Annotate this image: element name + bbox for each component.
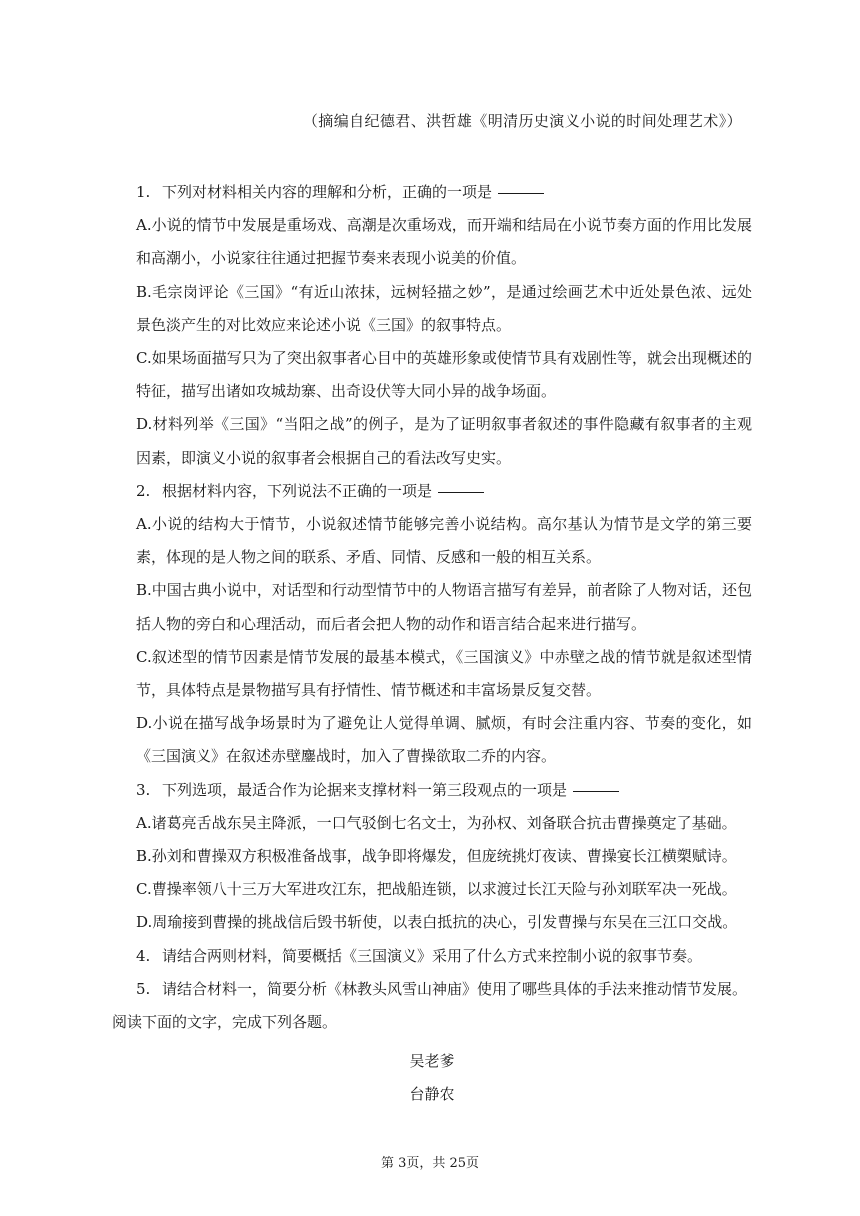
question-5-stem <box>112 973 752 1006</box>
answer-blank <box>573 790 619 792</box>
question-2-option-a: A.小说的结构大于情节，小说叙述情节能够完善小说结构。高尔基认为情节是文学的第三要素，体现的是人物之间的联系、矛盾、同情、反感和一般的相互关系。 <box>136 515 752 567</box>
answer-blank <box>498 192 544 194</box>
question-4-text: 请结合两则材料，简要概括《三国演义》采用了什么方式来控制小说的叙事节奏。 <box>162 946 703 965</box>
question-2-text: 根据材料内容，下列说法不正确的一项是 <box>162 481 433 500</box>
question-1-text: 下列对材料相关内容的理解和分析，正确的一项是 <box>162 183 493 201</box>
question-3-option-b: B.孙刘和曹操双方积极准备战事，战争即将爆发，但庞统挑灯夜读、曹操宴长江横槊赋诗。 <box>136 847 737 866</box>
question-2-option-c: C.叙述型的情节因素是情节发展的最基本模式，《三国演义》中赤壁之战的情节就是叙述型情节，具体特点是景物描写具有抒情性、情节概述和丰富场景反复交替。 <box>136 647 752 700</box>
question-section <box>112 176 752 1112</box>
question-5-text: 请结合材料一，简要分析《林教头风雪山神庙》使用了哪些具体的手法来推动情节发展。 <box>162 979 748 998</box>
question-2-option-d: D.小说在描写战争场景时为了避免让人觉得单调、腻烦，有时会注重内容、节奏的变化，如《三国演义》在叙述赤壁鏖战时，加入了曹操欲取二乔的内容。 <box>136 714 752 766</box>
question-1-number: 1. <box>136 183 151 201</box>
question-4-stem <box>112 940 752 973</box>
question-3-text: 下列选项，最适合作为论据来支撑材料一第三段观点的一项是 <box>162 780 568 799</box>
question-1-option-b: B.毛宗岗评论《三国》“有近山浓抹，远树轻描之妙”，是通过绘画艺术中近处景色浓、远处景色淡产生的对比效应来论述小说《三国》的叙事特点。 <box>136 282 752 334</box>
reading-instruction: 阅读下面的文字，完成下列各题。 <box>112 1013 338 1032</box>
story-title: 吴老爹 <box>409 1052 455 1071</box>
question-3-option-d: D.周瑜接到曹操的挑战信后毁书斩使，以表白抵抗的决心，引发曹操与东吴在三江口交战。 <box>136 913 738 932</box>
answer-blank <box>438 491 484 493</box>
question-3-option-a: A.诸葛亮舌战东吴主降派，一口气驳倒七名文士，为孙权、刘备联合抗击曹操奠定了基础。 <box>136 813 737 832</box>
question-2-option-b: B.中国古典小说中，对话型和行动型情节中的人物语言描写有差异，前者除了人物对话，还包括人物的旁白和心理活动，而后者会把人物的动作和语言结合起来进行描写。 <box>136 581 752 633</box>
question-1-stem <box>112 176 752 209</box>
story-author: 台静农 <box>409 1085 455 1104</box>
page-number-footer: 第 3页，共 25页 <box>380 1156 480 1171</box>
question-2-stem <box>112 475 752 508</box>
question-3-number: 3. <box>136 780 151 799</box>
source-note: （摘编自纪德君、洪哲雄《明清历史演义小说的时间处理艺术》） <box>302 112 742 130</box>
question-1-option-d: D.材料列举《三国》“当阳之战”的例子，是为了证明叙事者叙述的事件隐藏有叙事者的主观因素，即演义小说的叙事者会根据自己的看法改写史实。 <box>136 415 752 467</box>
question-3-stem <box>112 774 752 807</box>
question-1-option-a: A.小说的情节中发展是重场戏、高潮是次重场戏，而开端和结局在小说节奏方面的作用比发展和高潮小，小说家往往通过把握节奏来表现小说美的价值。 <box>136 216 752 268</box>
question-2-number: 2. <box>136 481 151 500</box>
question-5-number: 5. <box>136 979 151 998</box>
question-1-option-c: C.如果场面描写只为了突出叙事者心目中的英雄形象或使情节具有戏剧性等，就会出现概述的特征，描写出诸如攻城劫寨、出奇设伏等大同小异的战争场面。 <box>136 349 752 401</box>
question-3-option-c: C.曹操率领八十三万大军进攻江东，把战船连锁，以求渡过长江天险与孙刘联军决一死战。 <box>136 880 737 899</box>
question-4-number: 4. <box>136 946 151 965</box>
